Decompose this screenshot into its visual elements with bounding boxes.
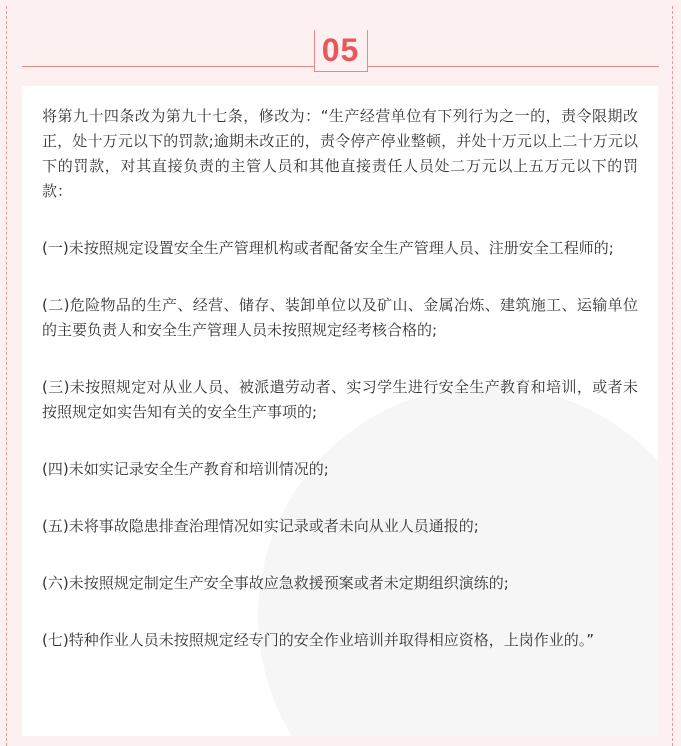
clause-7: (七)特种作业人员未按照规定经专门的安全作业培训并取得相应资格，上岗作业的。” [42,631,594,649]
clause-2: (二)危险物品的生产、经营、储存、装卸单位以及矿山、金属冶炼、建筑施工、运输单位的主要负责人和安全生产管理人员未按照规定经考核合格的; [42,296,638,339]
section-header [0,0,681,82]
clause-1: (一)未按照规定设置安全生产管理机构或者配备安全生产管理人员、注册安全工程师的; [42,239,614,257]
clause-4: (四)未如实记录安全生产教育和培训情况的; [42,460,329,478]
clause-3: (三)未按照规定对从业人员、被派遣劳动者、实习学生进行安全生产教育和培训，或者未按照规定如实告知有关的安全生产事项的; [42,378,638,421]
clause-5: (五)未将事故隐患排查治理情况如实记录或者未向从业人员通报的; [42,517,479,535]
section-number-badge [314,30,368,72]
intro-paragraph: 将第九十四条改为第九十七条，修改为：“生产经营单位有下列行为之一的，责令限期改正，处十万元以下的罚款;逾期未改正的，责令停产停业整顿，并处十万元以上二十万元以下的罚款，对其直接负责的主管人员和其他直接责任人员处二万元以上五万元以下的罚款： [42,107,638,200]
content-card [22,86,658,736]
article-text [22,86,658,653]
section-number: 05 [321,32,360,68]
clause-6: (六)未按照规定制定生产安全事故应急救援预案或者未定期组织演练的; [42,574,509,592]
